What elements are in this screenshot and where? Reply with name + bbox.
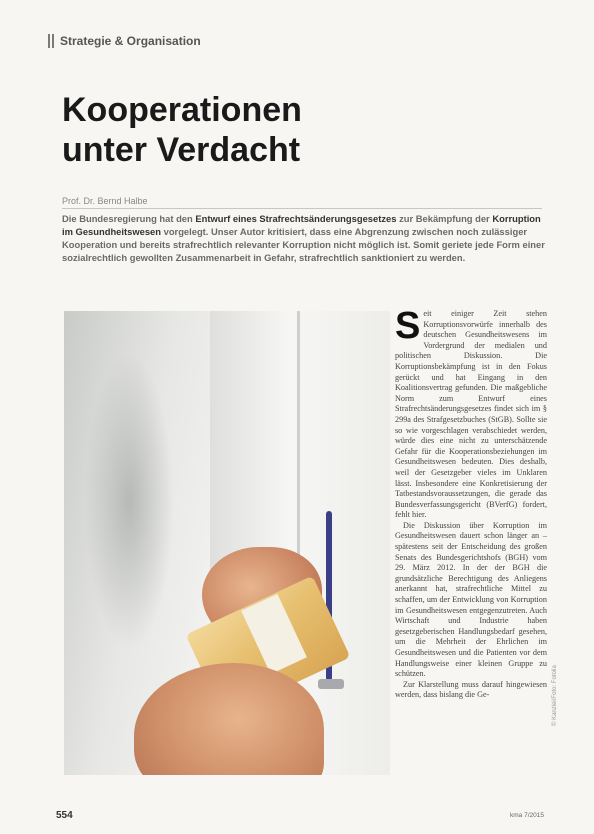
section-label: Strategie & Organisation	[60, 34, 201, 48]
article-photo	[64, 311, 390, 775]
lead-text-e: vorgelegt. Unser Autor kritisiert, dass eine Abgrenzung zwischen noch zulässiger Kooperation und bereits strafrechtlich relevanter Korruption nicht möglich ist. Somit geriete jede Form einer sozialrechtlich gewollten Zusammenarbeit in Gefahr, strafrechtlich sanktioniert zu werden.	[62, 226, 545, 263]
photo-background-blur	[84, 351, 174, 651]
section-header	[48, 34, 201, 48]
lead-highlight-law: Entwurf eines Strafrechtsänderungsgesetzes	[195, 213, 397, 224]
author-byline: Prof. Dr. Bernd Halbe	[62, 196, 148, 206]
issue-label: kma 7/2015	[510, 812, 544, 819]
photo-credit: © Kanzlei/Foto: Fotolia	[552, 665, 558, 726]
lead-highlight-topic: Korruption im Gesundheitswesen	[62, 213, 541, 237]
author-divider	[62, 208, 542, 209]
lead-paragraph	[62, 212, 546, 264]
body-paragraph-3: Zur Klarstellung muss darauf hingewiesen werden, dass bislang die Ge-	[395, 679, 547, 700]
stethoscope-clip	[318, 679, 344, 689]
body-paragraph-1	[395, 305, 547, 521]
lead-text-c: zur Bekämpfung der	[396, 213, 493, 224]
page-number: 554	[56, 810, 73, 821]
article-title	[62, 90, 532, 170]
drop-cap: S	[395, 305, 421, 347]
lead-text-a: Die Bundesregierung hat den	[62, 213, 196, 224]
body-text-column	[395, 305, 547, 701]
title-line-1: Kooperationen	[62, 91, 302, 129]
section-marker-icon	[48, 34, 54, 48]
body-paragraph-1-text: eit einiger Zeit stehen Korruptionsvorwürfe innerhalb des deutschen Gesundheitswesens im Vordergrund der medialen und politischen Diskussion. Die Korruptionsbekämpfung ist in den Fokus gerückt und hat Eingang in den Koalitionsvertrag gefunden. Die maßgebliche Norm zum Entwurf eines Strafrechtsänderungsgesetzes findet sich im § 299a des Strafgesetzbuches (StGB). Sollte sie so wie vorgeschlagen verabschiedet werden, würde dies eine nicht zu unterschätzende Gefahr für die Kooperationsbeziehungen im Gesundheitswesen bedeuten. Dies deshalb, weil der Gesetzgeber vieles im Unklaren lässt. Insbesondere eine Konkretisierung der Tatbestandsvoraussetzungen, die gerade das Bundesverfassungsgericht (BVerfG) fordert, fehlt hier.	[395, 309, 547, 520]
title-line-2: unter Verdacht	[62, 131, 301, 169]
body-paragraph-2: Die Diskussion über Korruption im Gesundheitswesen dauert schon länger an – spätestens seit der Entscheidung des großen Senats des Bundesgerichtshofs (BGH) vom 29. März 2012. In der der BGH die grundsätzliche Berechtigung des Anliegens anerkannt hat, strafrechtliche Mittel zu schaffen, um der Entwicklung von Korruption im Gesundheitswesen entgegenzutreten. Auch Wirtschaft und Industrie haben gesetzgeberischen Handlungsbedarf gesehen, um die Mehrheit der Ehrlichen im Gesundheitswesen und die Patienten vor dem Handlungsweise einer kleinen Gruppe zu schützen.	[395, 520, 547, 679]
